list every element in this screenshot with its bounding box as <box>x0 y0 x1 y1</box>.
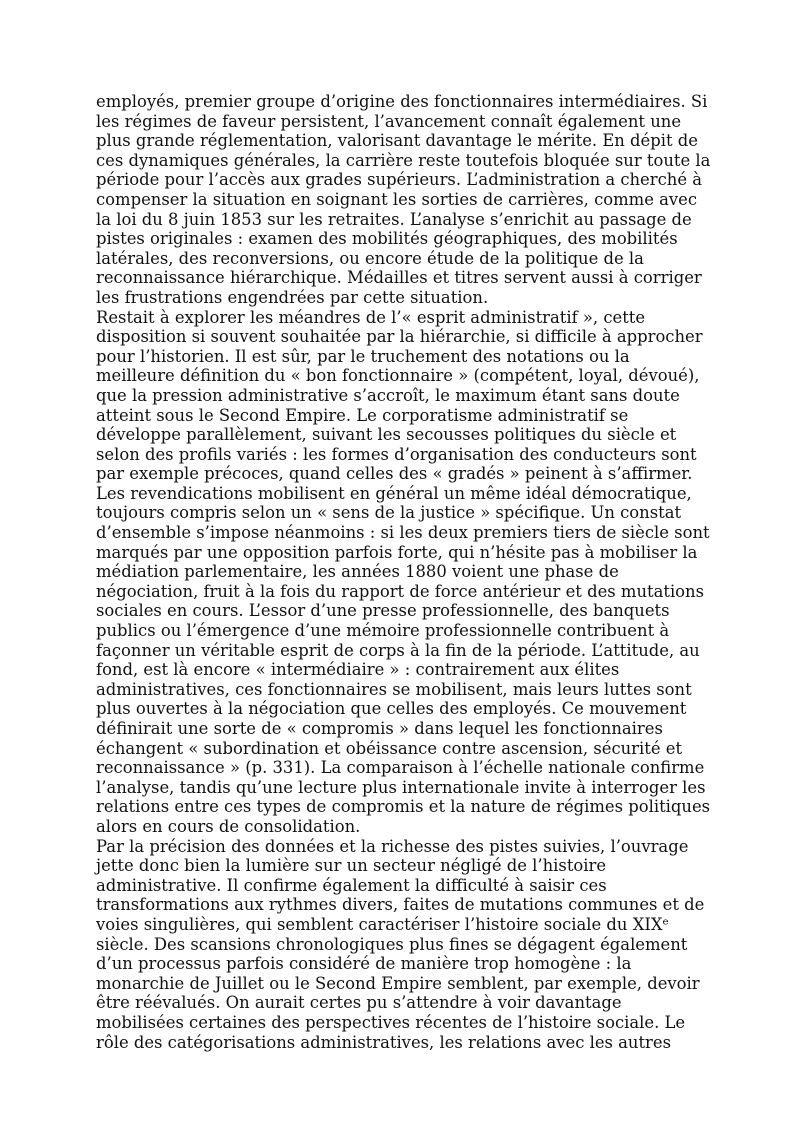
text-line: publics ou l’émergence d’une mémoire professionnelle contribuent à <box>96 621 670 641</box>
text-line: Par la précision des données et la richesse des pistes suivies, l’ouvrage <box>96 836 689 856</box>
text-line: pistes originales : examen des mobilités géographiques, des mobilités <box>96 229 678 249</box>
text-line: siècle. Des scansions chronologiques plus fines se dégagent également <box>96 934 688 954</box>
text-line: la loi du 8 juin 1853 sur les retraites. L’analyse s’enrichit au passage de <box>96 209 692 229</box>
text-line: reconnaissance » (p. 331). La comparaison à l’échelle nationale confirme <box>96 758 705 778</box>
text-line: les frustrations engendrées par cette situation. <box>96 287 489 307</box>
text-line: les régimes de faveur persistent, l’avancement connaît également une <box>96 111 682 131</box>
text-line: meilleure définition du « bon fonctionnaire » (compétent, loyal, dévoué), <box>96 366 700 386</box>
text-line: selon des profils variés : les formes d’organisation des conducteurs sont <box>96 444 697 464</box>
text-line: voies singulières, qui semblent caractériser l’histoire sociale du XIXᵉ <box>96 914 669 934</box>
text-line: employés, premier groupe d’origine des fonctionnaires intermédiaires. Si <box>96 92 708 111</box>
text-line: fond, est là encore « intermédiaire » : contrairement aux élites <box>96 660 620 680</box>
paragraph <box>96 307 711 837</box>
text-line: développe parallèlement, suivant les secousses politiques du siècle et <box>96 425 677 445</box>
text-line: négociation, fruit à la fois du rapport de force antérieur et des mutations <box>96 581 705 601</box>
text-line: Restait à explorer les méandres de l’« esprit administratif », cette <box>96 307 646 327</box>
text-line: transformations aux rythmes divers, faites de mutations communes et de <box>96 895 705 915</box>
text-line: toujours compris selon un « sens de la justice » spécifique. Un constat <box>96 503 682 523</box>
text-line: d’ensemble s’impose néanmoins : si les deux premiers tiers de siècle sont <box>96 523 710 543</box>
text-line: plus ouvertes à la négociation que celles des employés. Ce mouvement <box>96 699 687 719</box>
text-line: administrative. Il confirme également la difficulté à saisir ces <box>96 875 607 895</box>
text-line: administratives, ces fonctionnaires se mobilisent, mais leurs luttes sont <box>96 679 692 699</box>
text-line: plus grande réglementation, valorisant davantage le mérite. En dépit de <box>96 131 698 151</box>
text-line: l’analyse, tandis qu’une lecture plus internationale invite à interroger les <box>96 777 706 797</box>
text-line: jette donc bien la lumière sur un secteur négligé de l’histoire <box>96 856 607 876</box>
text-line: pour l’historien. Il est sûr, par le truchement des notations ou la <box>96 346 630 366</box>
text-line: par exemple précoces, quand celles des « gradés » peinent à s’affirmer. <box>96 464 693 484</box>
text-line: atteint sous le Second Empire. Le corporatisme administratif se <box>96 405 629 425</box>
text-line: Les revendications mobilisent en général un même idéal démocratique, <box>96 483 692 503</box>
text-line: alors en cours de consolidation. <box>96 816 361 836</box>
text-line: d’un processus parfois considéré de manière trop homogène : la <box>96 954 632 974</box>
text-line: disposition si souvent souhaitée par la hiérarchie, si difficile à approcher <box>96 327 703 347</box>
text-line: échangent « subordination et obéissance contre ascension, sécurité et <box>96 738 683 758</box>
text-line: mobilisées certaines des perspectives récentes de l’histoire sociale. Le <box>96 1012 686 1032</box>
text-line: médiation parlementaire, les années 1880 voient une phase de <box>96 562 619 582</box>
text-line: définirait une sorte de « compromis » dans lequel les fonctionnaires <box>96 719 663 738</box>
document-page <box>96 92 711 1052</box>
text-line: monarchie de Juillet ou le Second Empire semblent, par exemple, devoir <box>96 973 700 993</box>
text-line: ces dynamiques générales, la carrière reste toutefois bloquée sur toute la <box>96 150 711 170</box>
text-line: latérales, des reconversions, ou encore étude de la politique de la <box>96 248 644 268</box>
text-line: sociales en cours. L’essor d’une presse professionnelle, des banquets <box>96 601 670 621</box>
text-line: reconnaissance hiérarchique. Médailles et titres servent aussi à corriger <box>96 268 702 288</box>
text-line: relations entre ces types de compromis et la nature de régimes politiques <box>96 797 711 817</box>
paragraph <box>96 92 711 308</box>
text-line: être réévalués. On aurait certes pu s’attendre à voir davantage <box>96 993 622 1013</box>
paragraph <box>96 837 706 1053</box>
text-line: marqués par une opposition parfois forte, qui n’hésite pas à mobiliser la <box>96 542 698 562</box>
text-line: que la pression administrative s’accroît, le maximum étant sans doute <box>96 385 680 405</box>
text-line: compenser la situation en soignant les sorties de carrières, comme avec <box>96 189 698 209</box>
text-line: rôle des catégorisations administratives, les relations avec les autres <box>96 1032 672 1052</box>
text-line: façonner un véritable esprit de corps à la fin de la période. L’attitude, au <box>96 640 700 660</box>
text-line: période pour l’accès aux grades supérieurs. L’administration a cherché à <box>96 170 703 190</box>
